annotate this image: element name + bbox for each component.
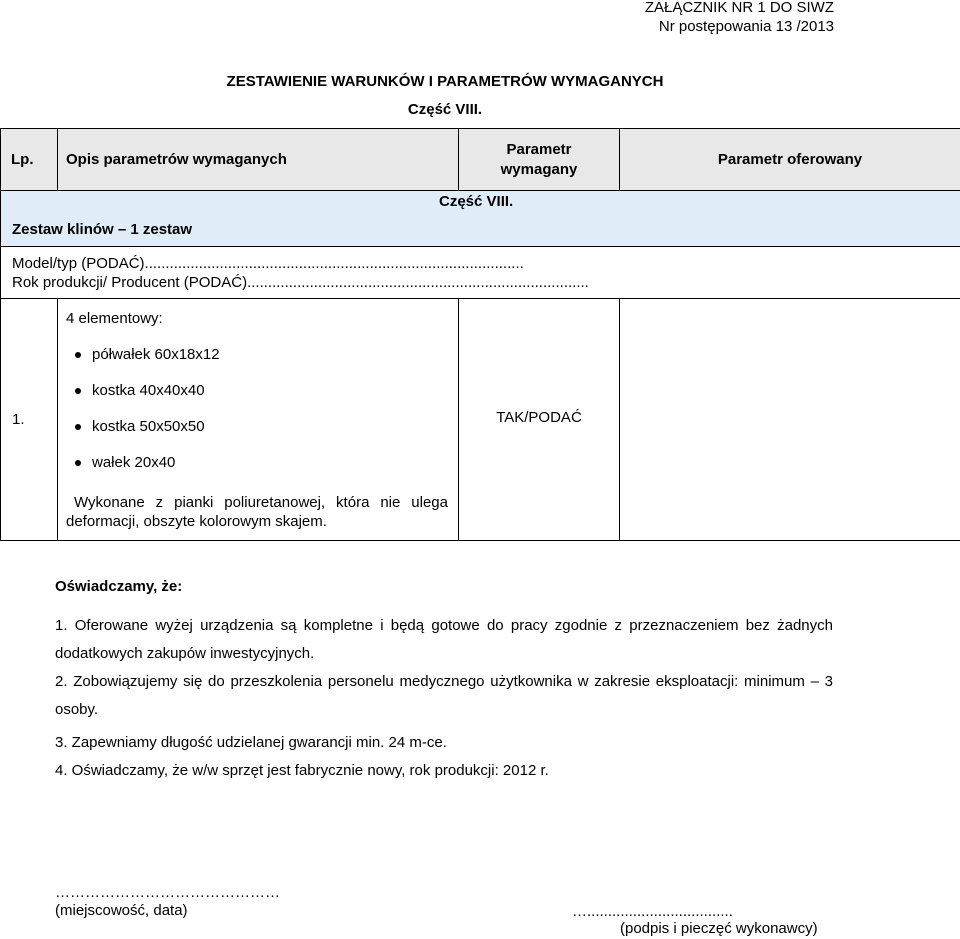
row-intro: 4 elementowy: (66, 310, 163, 327)
declaration-item: 1. Oferowane wyżej urządzenia są kompletne i będą gotowe do pracy zgodnie z przeznaczeniem bez żadnych dodatkowych zakupów inwestycyjnych. (55, 617, 833, 662)
row-offered (620, 299, 960, 541)
declaration-item: 3. Zapewniamy długość udzielanej gwarancji min. 24 m-ce. (55, 734, 447, 751)
header-lp: Lp. (1, 129, 58, 191)
material-description: Wykonane z pianki poliuretanowej, która nie ulega deformacji, obszyte kolorowym skajem. (66, 494, 448, 530)
header-description: Opis parametrów wymaganych (58, 129, 459, 191)
row-lp: 1. (1, 299, 58, 541)
place-date-label: (miejscowość, data) (55, 902, 188, 919)
signature-dots: …................................... (572, 903, 733, 920)
attachment-label: ZAŁĄCZNIK NR 1 DO SIWZ (644, 0, 834, 16)
list-item: kostka 50x50x50 (66, 409, 448, 445)
declaration-item: 2. Zobowiązujemy się do przeszkolenia personelu medycznego użytkownika w zakresie eksploatacji: minimum – 3 osoby. (55, 673, 833, 718)
part-title: Część VIII. (407, 101, 483, 118)
parameters-table (0, 128, 960, 541)
list-item: wałek 20x40 (66, 445, 448, 481)
list-item: kostka 40x40x40 (66, 373, 448, 409)
model-line: Model/typ (PODAĆ)........................................................................................... (12, 254, 524, 272)
table-header-row (1, 129, 960, 191)
row-description (58, 299, 459, 541)
part-label: Część VIII. (439, 193, 514, 210)
model-row (1, 247, 960, 299)
declaration-item: 4. Oświadczamy, że w/w sprzęt jest fabrycznie nowy, rok produkcji: 2012 r. (55, 762, 549, 779)
table-row (1, 299, 960, 541)
set-row (1, 191, 960, 247)
signature-label: (podpis i pieczęć wykonawcy) (620, 920, 818, 937)
header-offered: Parametr oferowany (620, 129, 960, 191)
proceeding-number: Nr postępowania 13 /2013 (658, 18, 834, 35)
row-required: TAK/PODAĆ (459, 299, 620, 541)
document-title: ZESTAWIENIE WARUNKÓW I PARAMETRÓW WYMAGANYCH (226, 73, 664, 90)
declaration-heading: Oświadczamy, że: (55, 578, 183, 595)
year-line: Rok produkcji/ Producent (PODAĆ).................................................................................. (12, 273, 589, 291)
place-date-dots: ……………………………………… (55, 884, 280, 901)
item-list (66, 337, 448, 481)
header-required: Parametr wymagany (459, 129, 620, 191)
list-item: półwałek 60x18x12 (66, 337, 448, 373)
set-label: Zestaw klinów – 1 zestaw (12, 221, 193, 238)
